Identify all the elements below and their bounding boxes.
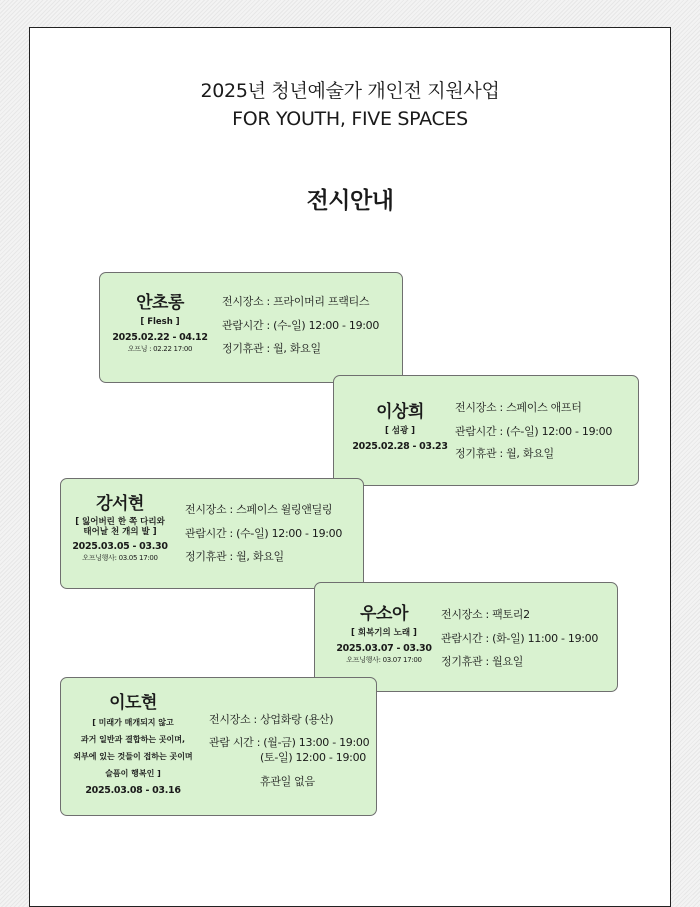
artist-block-3 xyxy=(64,493,176,563)
exhibition-title-line-3: 외부에 있는 것들이 접하는 곳이며 xyxy=(73,752,193,761)
opening-time: 오프닝 : 02.22 17:00 xyxy=(127,345,193,353)
exhibition-dates: 2025.02.22 - 04.12 xyxy=(112,332,208,343)
exhibition-title-line-1: [ 미래가 매개되지 않고 xyxy=(92,718,174,727)
venue-text: 전시장소 : 스페이스 윌링앤딜링 xyxy=(185,503,333,516)
exhibition-dates: 2025.03.05 - 03.30 xyxy=(72,541,168,552)
exhibition-title-line-2: 태어날 천 개의 발 ] xyxy=(83,527,157,537)
exhibition-title: [ Flesh ] xyxy=(140,317,180,327)
exhibition-title-line-4: 슬픔이 행복인 ] xyxy=(105,769,161,778)
closed-text: 정기휴관 : 월요일 xyxy=(441,655,524,668)
artist-name: 이상희 xyxy=(376,402,424,422)
closed-text: 휴관일 없음 xyxy=(260,775,315,788)
opening-time: 오프닝행사: 03.05 17:00 xyxy=(82,554,158,562)
closed-text: 정기휴관 : 월, 화요일 xyxy=(455,447,554,460)
hours-text: 관람시간 : (수-일) 12:00 - 19:00 xyxy=(185,527,343,540)
venue-text: 전시장소 : 팩토리2 xyxy=(441,608,530,621)
artist-block-1 xyxy=(104,292,216,354)
artist-block-2 xyxy=(344,401,456,453)
title-english: FOR YOUTH, FIVE SPACES xyxy=(232,108,468,130)
hours-text: 관람시간 : (수-일) 12:00 - 19:00 xyxy=(222,319,380,332)
artist-name: 강서현 xyxy=(96,494,144,514)
exhibition-dates: 2025.03.08 - 03.16 xyxy=(85,785,181,796)
closed-text: 정기휴관 : 월, 화요일 xyxy=(222,342,321,355)
hours-text: 관람시간 : (수-일) 12:00 - 19:00 xyxy=(455,425,613,438)
venue-text: 전시장소 : 상업화랑 (용산) xyxy=(209,713,334,726)
hours-text-weekend: (토-일) 12:00 - 19:00 xyxy=(260,751,366,764)
closed-text: 정기휴관 : 월, 화요일 xyxy=(185,550,284,563)
artist-name: 우소아 xyxy=(360,604,408,624)
title-korean: 2025년 청년예술가 개인전 지원사업 xyxy=(200,80,500,102)
venue-text: 전시장소 : 프라이머리 프랙티스 xyxy=(222,295,370,308)
exhibition-title: [ 회복기의 노래 ] xyxy=(351,628,417,638)
venue-text: 전시장소 : 스페이스 애프터 xyxy=(455,401,582,414)
exhibition-dates: 2025.03.07 - 03.30 xyxy=(336,643,432,654)
artist-name: 이도현 xyxy=(109,693,157,713)
hours-text-weekday: 관람 시간 : (월-금) 13:00 - 19:00 xyxy=(209,736,370,749)
section-title: 전시안내 xyxy=(306,188,394,214)
artist-block-4 xyxy=(328,603,440,665)
artist-name: 안초롱 xyxy=(136,293,184,313)
exhibition-title-line-1: [ 잃어버린 한 쪽 다리와 xyxy=(75,517,165,527)
artist-block-5 xyxy=(58,692,208,797)
exhibition-dates: 2025.02.28 - 03.23 xyxy=(352,441,448,452)
opening-time: 오프닝행사: 03.07 17:00 xyxy=(346,656,422,664)
hours-text: 관람시간 : (화-일) 11:00 - 19:00 xyxy=(441,632,599,645)
exhibition-title: [ 섬광 ] xyxy=(384,426,416,436)
exhibition-title-line-2: 과거 일반과 결합하는 곳이며, xyxy=(80,735,186,744)
